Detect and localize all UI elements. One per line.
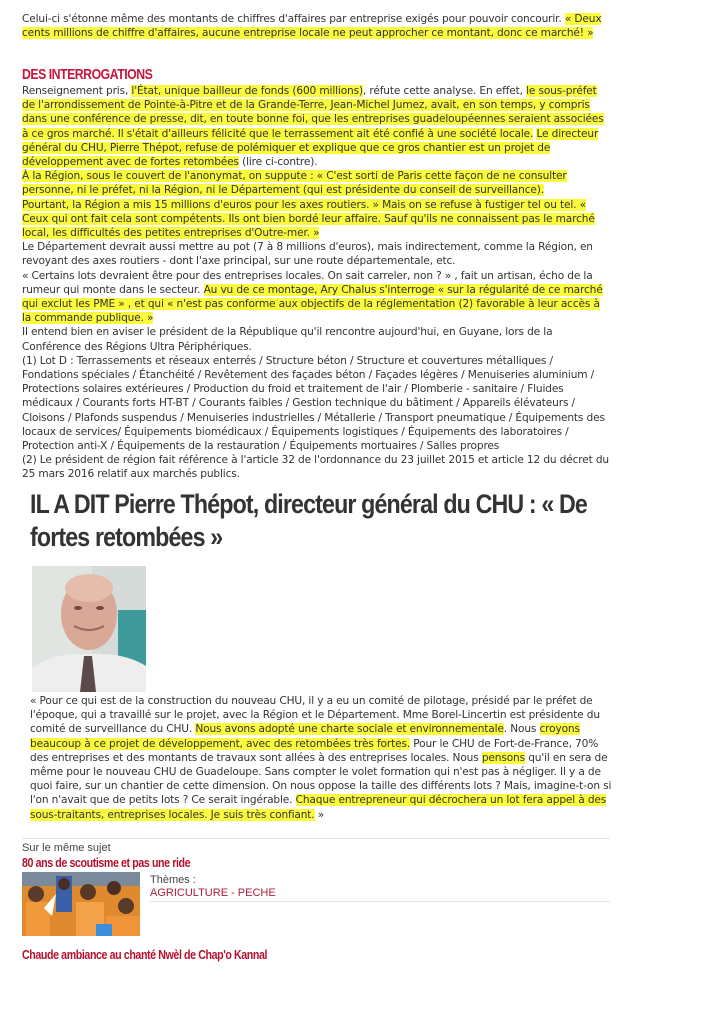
paragraph-2 [22, 169, 612, 197]
text: « Pour ce qui est de la construction du nouveau CHU, il y a eu un comité de pilotage, présidé par le préfet de l'époque, qui a travaillé sur le projet, avec la Région et le Département. Mme Borel-Lincertin est présidente du comité de surveillance du CHU. [30, 695, 600, 736]
related-link-2[interactable]: Chaude ambiance au chanté Nwèl de Chap'o Kannal [22, 947, 268, 962]
portrait-image-icon [32, 566, 146, 692]
highlight: À la Région, sous le couvert de l'anonymat, on suppute : « C'est sorti de Paris cette façon de ne consulter personne, ni le préfet, ni la Région, ni le Département (qui est présidente du conseil de surveillance). [22, 170, 567, 197]
intro-text: Celui-ci s'étonne même des montants de chiffres d'affaires par entreprise exigés pour pouvoir concourir. [22, 13, 565, 25]
highlight: pensons [481, 751, 525, 764]
related-thumbnail[interactable] [22, 872, 140, 936]
text: (lire ci-contre). [238, 156, 318, 169]
text: « Certains lots devraient être pour des entreprises locales. On sait carreler, non ? » , fait un artisan, écho de la rumeur qui monte dans le secteur. [22, 269, 593, 296]
text: qu'il en sera de même pour le nouveau CHU de Guadeloupe. Sans compter le volet formation qui n'est pas à négliger. Il y a de quoi faire, sur un chantier de cette dimension. On nous oppose la taille des différents lots ? Mais, imagine-t-on si l'on n'avait que de petits lots ? Ce serait ingérable. [30, 751, 612, 807]
section-title: DES INTERROGATIONS [22, 66, 153, 83]
highlight: Pourtant, la Région a mis 15 millions d'euros pour les axes routiers. [22, 198, 370, 211]
text: , réfute cette analyse. En effet, [362, 85, 527, 97]
paragraph-1 [22, 84, 612, 169]
footnote-2: (2) Le président de région fait référence à l'article 32 de l'ordonnance du 23 juillet 2015 et article 12 du décret du 25 mars 2016 relatif aux marchés publics. [22, 454, 609, 481]
divider [150, 901, 610, 902]
intro-highlight: « Deux cents millions de chiffre d'affaires, aucune entreprise locale ne peut approcher ce montant, donc ce marché! » [22, 13, 602, 40]
highlight: Au vu de ce montage, Ary Chalus s'interroge « sur la régularité de ce marché qui exclut les PME » , et qui « n'est pas conforme aux objectifs de la réglementation (2) favorable à leur accès à la commande publique. » [22, 283, 603, 325]
related-link-1[interactable]: 80 ans de scoutisme et pas une ride [22, 855, 191, 870]
paragraph-6: Il entend bien en aviser le président de la République qu'il rencontre aujourd'hui, en Guyane, lors de la Conférence des Régions Ultra Périphériques. [22, 326, 553, 353]
text: » [314, 808, 325, 821]
article-body [22, 84, 612, 482]
highlight: l'État, unique bailleur de fonds (600 millions) [131, 85, 363, 97]
portrait-photo [32, 566, 146, 692]
highlight: Nous avons adopté une charte sociale et environnementale [195, 723, 504, 736]
divider [22, 838, 610, 839]
highlight: Il s'était d'ailleurs félicité que le terrassement ait été confié à une société locale. [114, 127, 534, 140]
highlight: le sous-préfet de l'arrondissement de Pointe-à-Pitre et de la Grande-Terre, Jean-Michel Jumez, avait, en son temps, y compris dans une conférence de presse, dit, en toute bonne foi, que les entreprises guadeloupéennes seraient associées à ce gros marché. [22, 85, 604, 140]
highlight: » Mais on se refuse à fustiger tel ou tel. [369, 198, 580, 211]
related-label: Sur le même sujet [22, 842, 111, 854]
themes-label: Thèmes : [150, 874, 196, 886]
highlight: « Ceux qui ont fait cela sont compétents. Ils ont bien bordé leur affaire. Sauf qu'ils ne connaissent pas le marché local, les difficultés des petites entreprises d'Outre-mer. » [22, 198, 595, 240]
paragraph-5 [22, 269, 612, 326]
scouts-photo-icon [22, 872, 140, 936]
interview-headline: IL A DIT Pierre Thépot, directeur général du CHU : « De fortes retombées » [30, 489, 587, 552]
highlight: Le directeur général du CHU, Pierre Thépot, refuse de polémiquer et explique que ce gros chantier est un projet de développement avec de fortes retombées [22, 127, 599, 169]
highlight: Chaque entrepreneur qui décrochera un lot fera appel à des sous-traitants, entreprises locales. Je suis très confiant. [30, 794, 607, 821]
paragraph-3 [22, 198, 612, 241]
text: Renseignement pris, [22, 85, 132, 97]
themes-link[interactable]: AGRICULTURE - PECHE [150, 887, 276, 899]
text: Pour le CHU de Fort-de-France, 70% des entreprises et des montants de travaux sont allées à des entreprises locales. Nous [30, 737, 599, 764]
highlight: croyons beaucoup à ce projet de développement, avec des retombées très fortes. [30, 723, 580, 750]
interview-quote [30, 694, 612, 822]
intro-paragraph [22, 12, 612, 40]
paragraph-4: Le Département devrait aussi mettre au pot (7 à 8 millions d'euros), mais indirectement, comme la Région, en revoyant des axes routiers - dont l'axe principal, sur une route départementale, etc. [22, 241, 593, 268]
footnote-1: (1) Lot D : Terrassements et réseaux enterrés / Structure béton / Structure et couvertures métalliques / Fondations spéciales / Étanchéité / Revêtement des façades béton / Façades légères / Menuiseries aluminium / Protections solaires extérieures / Production du froid et traitement de l'air / Plomberie - sanitaire / Fluides médicaux / Courants forts HT-BT / Courants faibles / Gestion technique du bâtiment / Appareils élévateurs / Cloisons / Plafonds suspendus / Menuiseries industrielles / Métallerie / Transport pneumatique / Équipements des locaux de services/ Équipements biomédicaux / Équipements logistiques / Équipements des laboratoires / Protection anti-X / Équipements de la restauration / Équipements mortuaires / Salles propres [22, 354, 605, 453]
text: . Nous [503, 723, 540, 736]
